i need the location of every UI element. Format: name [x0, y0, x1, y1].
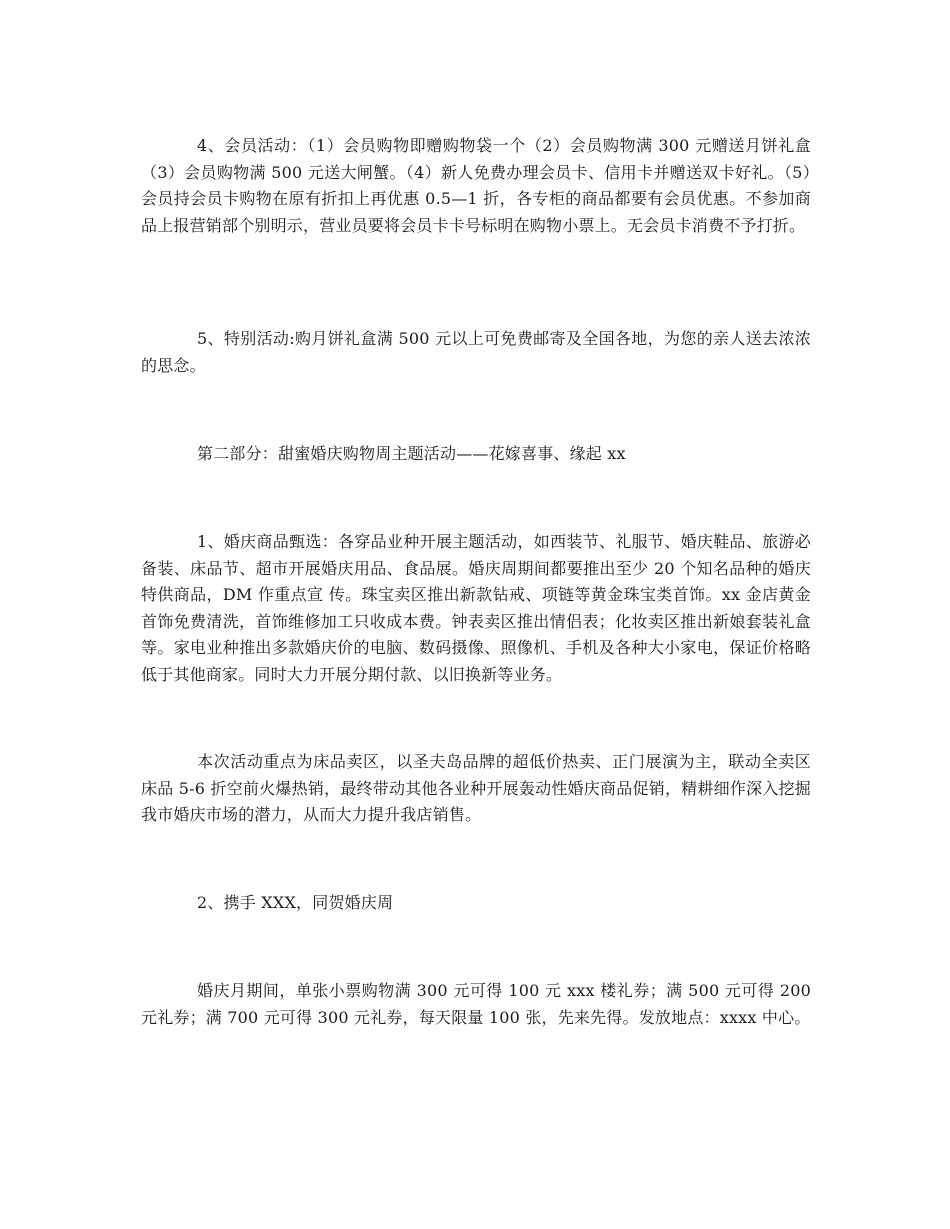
paragraph-special-activities: 5、特别活动:购月饼礼盒满 500 元以上可免费邮寄及全国各地，为您的亲人送去浓浓的思念。 — [141, 329, 811, 375]
paragraph-wedding-goods-selection: 1、婚庆商品甄选：各穿品业种开展主题活动，如西装节、礼服节、婚庆鞋品、旅游必备装、床品节、超市开展婚庆用品、食品展。婚庆周期间都要推出至少 20 个知名品种的婚庆特供商品，DM 作重点宣 传。珠宝卖区推出新款钻戒、项链等黄金珠宝类首饰。xx 金店黄金首饰免费清洗，首饰维修加工只收成本费。钟表卖区推出情侣表；化妆卖区推出新娘套装礼盒等。家电业种推出多款婚庆价的电脑、数码摄像、照像机、手机及各种大小家电，保证价格略低于其他商家。同时大力开展分期付款、以旧换新等业务。 — [141, 532, 811, 684]
paragraph-partner-heading: 2、携手 XXX，同贺婚庆周 — [197, 893, 394, 912]
paragraph-member-activities: 4、会员活动：（1）会员购物即赠购物袋一个（2）会员购物满 300 元赠送月饼礼盒（3）会员购物满 500 元送大闸蟹。（4）新人免费办理会员卡、信用卡并赠送双卡好礼。（5）会员持会员卡购物在原有折扣上再优惠 0.5—1 折，各专柜的商品都要有会员优惠。不参加商品上报营销部个别明示，营业员要将会员卡卡号标明在购物小票上。无会员卡消费不予打折。 — [141, 136, 811, 235]
paragraph-bedding-focus: 本次活动重点为床品卖区，以圣夫岛品牌的超低价热卖、正门展演为主，联动全卖区床品 5-6 折空前火爆热销，最终带动其他各业种开展轰动性婚庆商品促销，精耕细作深入挖掘我市婚庆市场的潜力，从而大力提升我店销售。 — [141, 752, 811, 824]
section-heading-part-two: 第二部分：甜蜜婚庆购物周主题活动——花嫁喜事、缘起 xx — [197, 444, 626, 463]
paragraph-gift-voucher: 婚庆月期间，单张小票购物满 300 元可得 100 元 xxx 楼礼券；满 500 元可得 200 元礼券；满 700 元可得 300 元礼券，每天限量 100 张，先来先得。发放地点：xxxx 中心。 — [141, 981, 811, 1027]
